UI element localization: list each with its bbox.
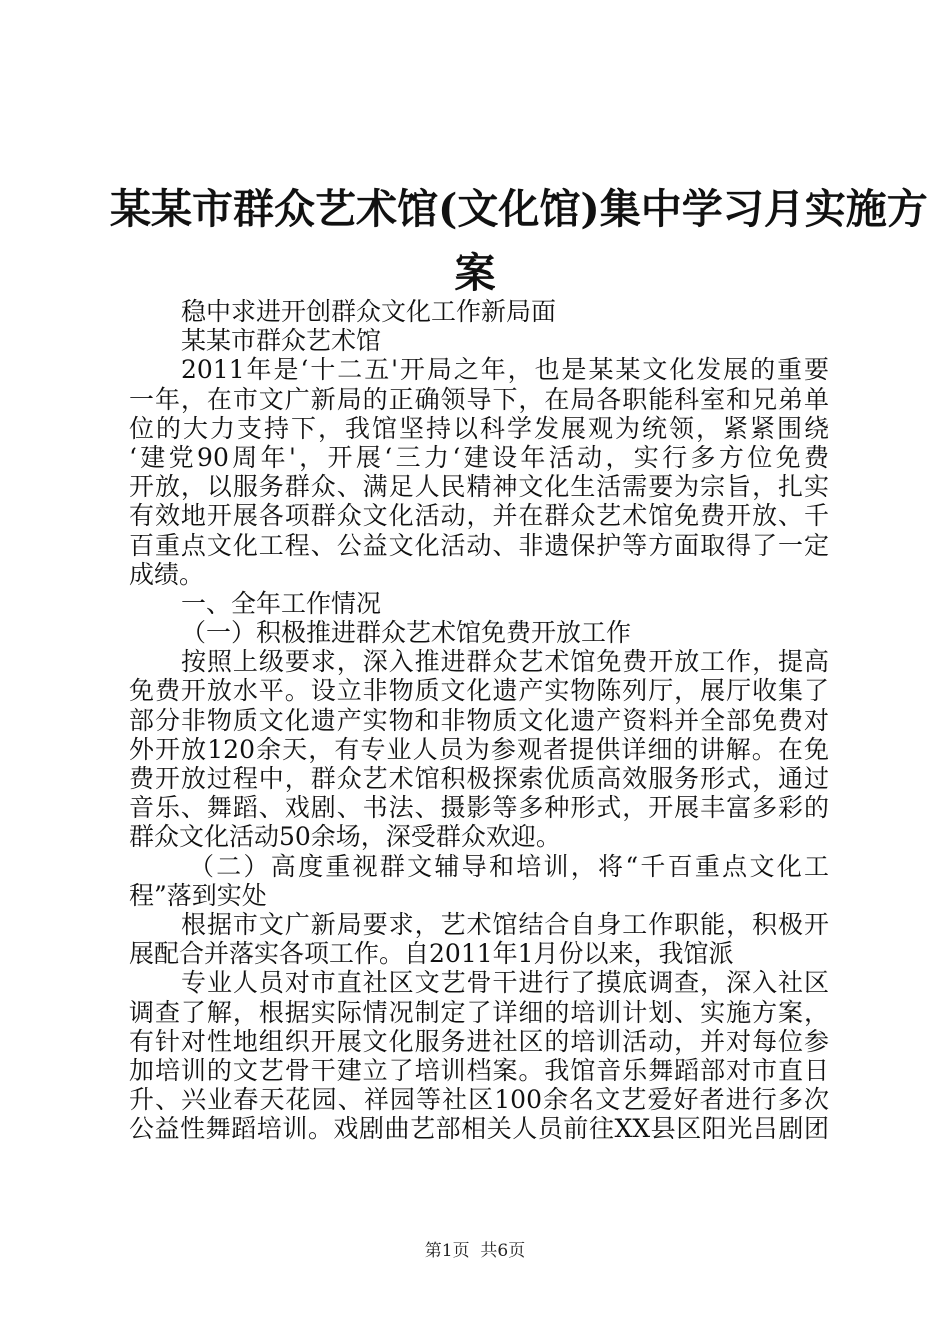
paragraph-line: 音乐、舞蹈、戏剧、书法、摄影等多种形式，开展丰富多彩的 xyxy=(129,793,829,823)
paragraph-line: 免费开放水平。设立非物质文化遗产实物陈列厅，展厅收集了 xyxy=(129,676,829,706)
document-body xyxy=(129,297,829,1143)
paragraph-line: 成绩。 xyxy=(129,559,205,589)
author-line: 某某市群众艺术馆 xyxy=(181,326,382,356)
paragraph-line: 按照上级要求，深入推进群众艺术馆免费开放工作，提高 xyxy=(181,647,829,677)
subtitle-line: 稳中求进开创群众文化工作新局面 xyxy=(181,297,557,326)
paragraph-line: 调查了解，根据实际情况制定了详细的培训计划、实施方案， xyxy=(129,997,829,1027)
page-number-footer: 第1页 共6页 xyxy=(424,1241,526,1261)
paragraph-line: 位的大力支持下，我馆坚持以科学发展观为统领，紧紧围绕 xyxy=(129,413,829,443)
paragraph-line: 有效地开展各项群众文化活动，并在群众艺术馆免费开放、千 xyxy=(129,501,829,531)
paragraph-line: ‘建党90周年'，开展‘三力‘建设年活动，实行多方位免费 xyxy=(129,442,829,472)
paragraph-line: 专业人员对市直社区文艺骨干进行了摸底调查，深入社区 xyxy=(181,968,829,998)
paragraph-line: 百重点文化工程、公益文化活动、非遗保护等方面取得了一定 xyxy=(129,530,829,560)
paragraph-line: 费开放过程中，群众艺术馆积极探索优质高效服务形式，通过 xyxy=(129,764,829,793)
paragraph-line: 展配合并落实各项工作。自2011年1月份以来，我馆派 xyxy=(129,939,734,969)
document-title-line-1: 某某市群众艺术馆(文化馆)集中学习月实施方 xyxy=(110,185,928,233)
paragraph-line: 有针对性地组织开展文化服务进社区的培训活动，并对每位参 xyxy=(129,1026,829,1056)
paragraph-line: 一年，在市文广新局的正确领导下，在局各职能科室和兄弟单 xyxy=(129,384,829,414)
paragraph-line: 2011年是‘十二五'开局之年，也是某某文化发展的重要 xyxy=(181,355,829,385)
paragraph-line: 根据市文广新局要求，艺术馆结合自身工作职能，积极开 xyxy=(181,909,829,939)
section-heading: 一、全年工作情况 xyxy=(181,588,382,618)
paragraph-line: 公益性舞蹈培训。戏剧曲艺部相关人员前往XX县区阳光吕剧团 xyxy=(129,1114,829,1144)
paragraph-line: 部分非物质文化遗产实物和非物质文化遗产资料并全部免费对 xyxy=(129,705,829,735)
paragraph-line: 开放，以服务群众、满足人民精神文化生活需要为宗旨，扎实 xyxy=(129,472,829,502)
subsection-heading: （二）高度重视群文辅导和培训，将“千百重点文化工 xyxy=(189,851,829,881)
paragraph-line: 加培训的文艺骨干建立了培训档案。我馆音乐舞蹈部对市直日 xyxy=(129,1055,829,1085)
paragraph-line: 外开放120余天，有专业人员为参观者提供详细的讲解。在免 xyxy=(129,734,829,764)
subsection-heading: （一）积极推进群众艺术馆免费开放工作 xyxy=(181,618,632,648)
paragraph-line: 升、兴业春天花园、祥园等社区100余名文艺爱好者进行多次 xyxy=(129,1085,829,1115)
paragraph-line: 群众文化活动50余场，深受群众欢迎。 xyxy=(129,822,561,852)
document-title-line-2: 案 xyxy=(454,249,496,297)
subsection-heading: 程”落到实处 xyxy=(129,880,267,910)
